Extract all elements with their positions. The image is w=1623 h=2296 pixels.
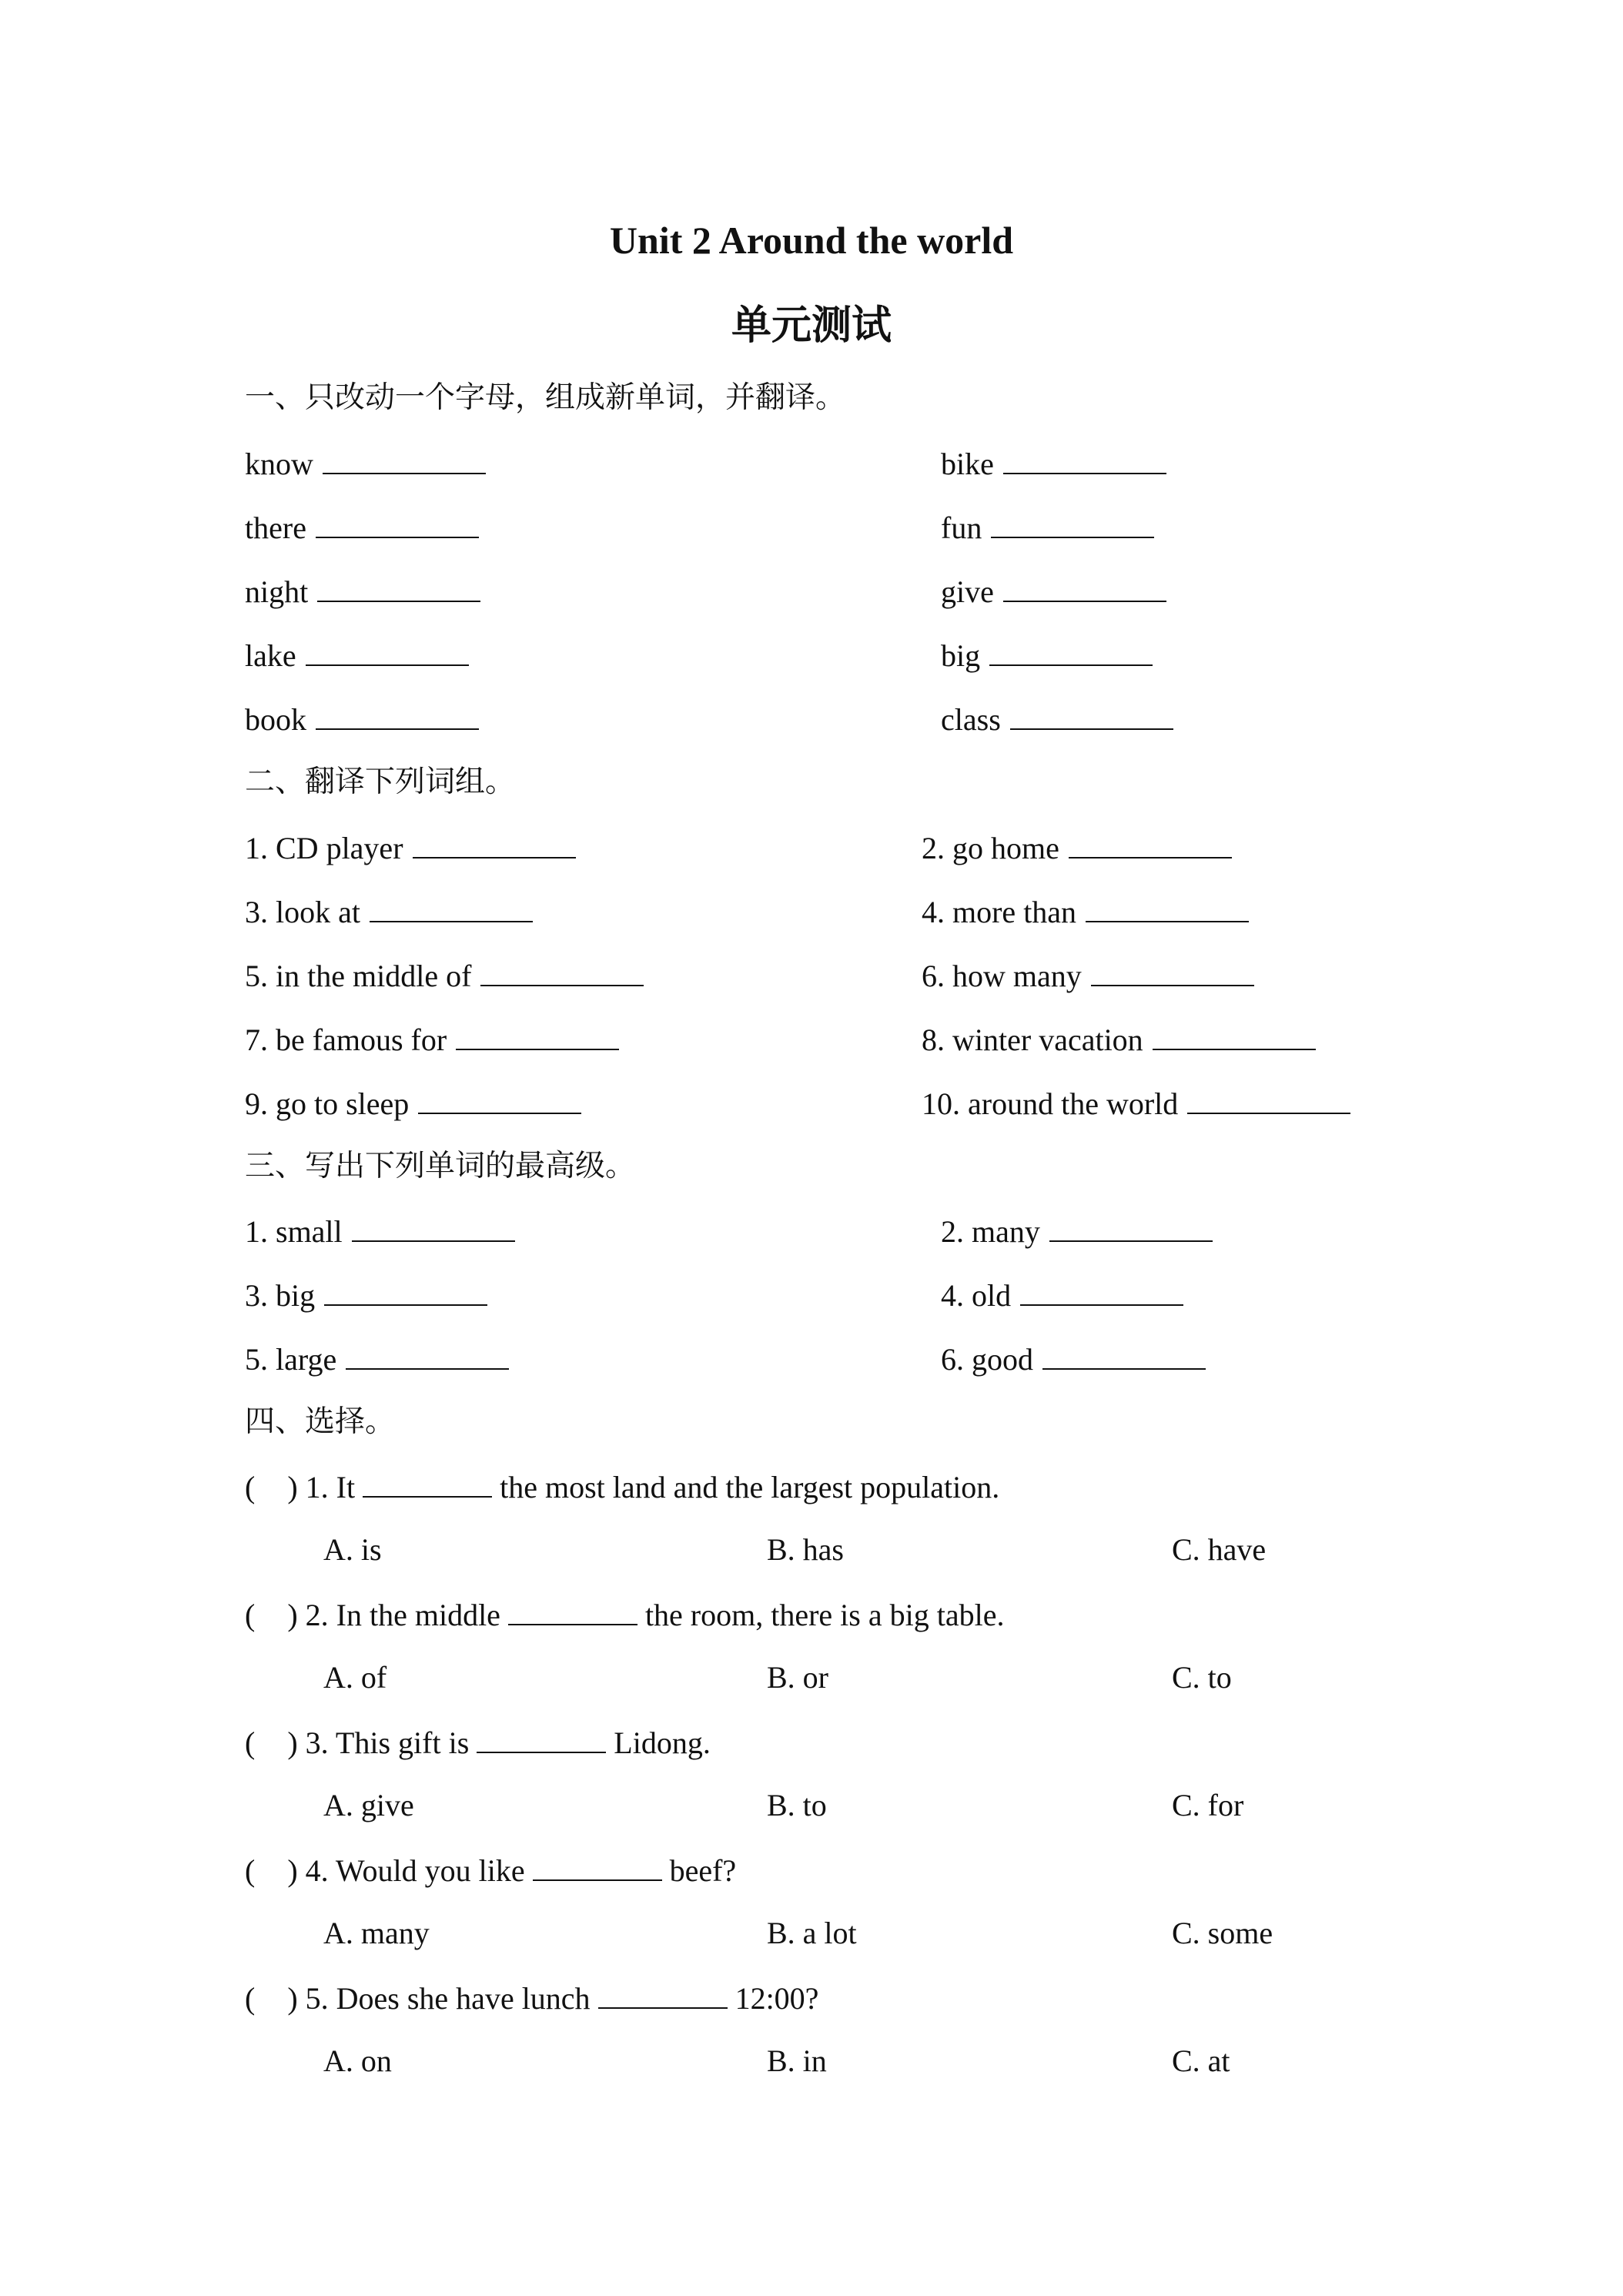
- answer-blank[interactable]: [991, 507, 1154, 538]
- option-c: C. some: [1172, 1916, 1273, 1950]
- s1-item: give: [941, 571, 1166, 611]
- option-b: B. a lot: [767, 1916, 857, 1950]
- answer-blank[interactable]: [989, 635, 1153, 666]
- answer-blank[interactable]: [418, 1083, 581, 1114]
- option-a: A. many: [323, 1916, 430, 1950]
- s1-item: fun: [941, 507, 1154, 547]
- answer-blank[interactable]: [1020, 1275, 1183, 1306]
- answer-blank[interactable]: [508, 1595, 637, 1625]
- answer-blank[interactable]: [346, 1339, 509, 1370]
- answer-blank[interactable]: [352, 1211, 515, 1242]
- answer-blank[interactable]: [1091, 956, 1254, 986]
- s2-item: 1. CD player: [245, 828, 576, 868]
- s3-item: 4. old: [941, 1275, 1183, 1315]
- answer-blank[interactable]: [1086, 892, 1249, 922]
- section-1-heading: 一、只改动一个字母，组成新单词，并翻译。: [245, 380, 846, 415]
- answer-blank[interactable]: [456, 1019, 619, 1050]
- answer-blank[interactable]: [370, 892, 533, 922]
- s1-item: night: [245, 571, 480, 611]
- section-3-heading: 三、写出下列单词的最高级。: [245, 1149, 636, 1183]
- s1-item: know: [245, 443, 486, 484]
- s2-item: 5. in the middle of: [245, 956, 644, 996]
- answer-blank[interactable]: [1042, 1339, 1206, 1370]
- answer-blank[interactable]: [1153, 1019, 1316, 1050]
- answer-blank[interactable]: [533, 1850, 662, 1881]
- answer-blank[interactable]: [1069, 828, 1232, 858]
- option-a: A. give: [323, 1788, 414, 1822]
- s3-item: 1. small: [245, 1211, 515, 1251]
- option-a: A. is: [323, 1532, 382, 1567]
- s3-item: 3. big: [245, 1275, 487, 1315]
- s2-item: 3. look at: [245, 892, 533, 932]
- page-title: Unit 2 Around the world: [609, 219, 1014, 262]
- s3-item: 5. large: [245, 1339, 509, 1379]
- answer-blank[interactable]: [363, 1467, 492, 1498]
- option-c: C. to: [1172, 1660, 1232, 1695]
- answer-blank[interactable]: [1049, 1211, 1213, 1242]
- mc-question: ( ) 5. Does she have lunch 12:00?: [245, 1978, 818, 2018]
- mc-question: ( ) 1. It the most land and the largest population.: [245, 1467, 999, 1507]
- s2-item: 7. be famous for: [245, 1019, 619, 1059]
- option-b: B. has: [767, 1532, 844, 1567]
- section-4-heading: 四、选择。: [245, 1404, 396, 1439]
- answer-blank[interactable]: [480, 956, 644, 986]
- option-a: A. on: [323, 2043, 392, 2078]
- s2-item: 10. around the world: [922, 1083, 1350, 1123]
- answer-blank[interactable]: [1003, 443, 1166, 474]
- answer-blank[interactable]: [317, 571, 480, 602]
- answer-blank[interactable]: [323, 443, 486, 474]
- answer-blank[interactable]: [316, 699, 479, 730]
- s3-item: 2. many: [941, 1211, 1213, 1251]
- mc-question: ( ) 3. This gift is Lidong.: [245, 1722, 711, 1762]
- page-subtitle: 单元测试: [731, 303, 892, 349]
- s1-item: book: [245, 699, 479, 739]
- option-b: B. in: [767, 2043, 827, 2078]
- answer-blank[interactable]: [1187, 1083, 1350, 1114]
- answer-blank[interactable]: [324, 1275, 487, 1306]
- section-2-heading: 二、翻译下列词组。: [245, 765, 516, 799]
- s1-item: class: [941, 699, 1173, 739]
- s3-item: 6. good: [941, 1339, 1206, 1379]
- answer-blank[interactable]: [477, 1722, 606, 1753]
- answer-blank[interactable]: [306, 635, 469, 666]
- answer-blank[interactable]: [598, 1978, 728, 2009]
- answer-blank[interactable]: [1010, 699, 1173, 730]
- s2-item: 8. winter vacation: [922, 1019, 1316, 1059]
- mc-question: ( ) 2. In the middle the room, there is a big table.: [245, 1595, 1004, 1635]
- answer-blank[interactable]: [316, 507, 479, 538]
- s2-item: 2. go home: [922, 828, 1232, 868]
- option-b: B. to: [767, 1788, 827, 1822]
- s1-item: lake: [245, 635, 469, 675]
- option-c: C. have: [1172, 1532, 1267, 1567]
- s1-item: big: [941, 635, 1153, 675]
- option-b: B. or: [767, 1660, 828, 1695]
- mc-question: ( ) 4. Would you like beef?: [245, 1850, 736, 1890]
- option-c: C. at: [1172, 2043, 1230, 2078]
- s2-item: 6. how many: [922, 956, 1254, 996]
- option-c: C. for: [1172, 1788, 1244, 1822]
- answer-blank[interactable]: [1003, 571, 1166, 602]
- s1-item: bike: [941, 443, 1166, 484]
- s2-item: 9. go to sleep: [245, 1083, 581, 1123]
- option-a: A. of: [323, 1660, 387, 1695]
- s2-item: 4. more than: [922, 892, 1249, 932]
- answer-blank[interactable]: [413, 828, 576, 858]
- s1-item: there: [245, 507, 479, 547]
